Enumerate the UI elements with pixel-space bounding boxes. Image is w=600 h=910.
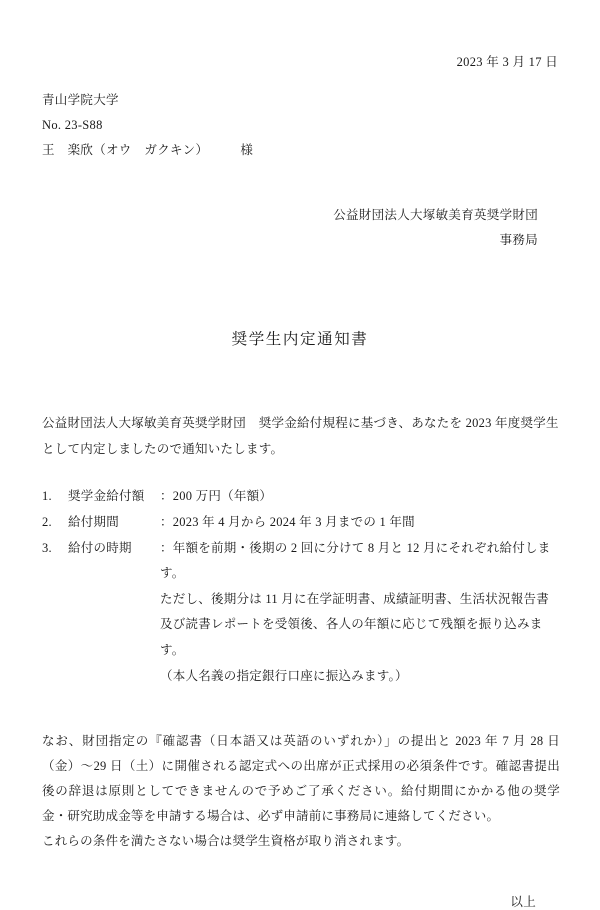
term-number: 1. [42,489,52,504]
term-value: ：200 万円（年額） [160,489,273,504]
notes-block [42,729,560,854]
terms-list [42,484,560,689]
list-item [42,510,560,536]
closing-text: 以上 [510,895,536,910]
note-paragraph: なお、財団指定の『確認書（日本語又は英語のいずれか）」の提出と 2023 年 7 月 28 日（金）～29 日（土）に開催される認定式への出席が正式採用の必須条件です。確認書提出後の辞退は原則としてできませんので予めご了承ください。給付期間にかかる他の奨学金・研究助成金等を申請する場合は、必ず申請前に事務局に連絡してください。 [42,734,560,824]
note-paragraph: これらの条件を満たさない場合は奨学生資格が取り消されます。 [42,834,410,849]
addressee-name: 王 楽欣（オウ ガクキン） 様 [42,143,254,157]
addressee-number: No. 23-S88 [42,118,103,132]
list-item [42,536,560,587]
term-label: 給付期間 [68,514,120,529]
term-continuation: ただし、後期分は 11 月に在学証明書、成績証明書、生活状況報告書及び読書レポートを受領後、各人の年額に応じて残額を振り込みます。 [160,591,550,657]
term-number: 3. [42,540,52,555]
sender-block [40,203,560,253]
sender-foundation: 公益財団法人大塚敏美育英奨学財団 [333,208,538,222]
term-value: ：2023 年 4 月から 2024 年 3 月までの 1 年間 [160,514,415,529]
page-title: 奨学生内定通知書 [231,331,369,348]
term-label: 奨学金給付額 [68,489,145,504]
intro-paragraph: 公益財団法人大塚敏美育英奨学財団 奨学金給付規程に基づき、あなたを 2023 年度奨学生として内定しましたので通知いたします。 [42,416,559,456]
term-continuation: （本人名義の指定銀行口座に振込みます。） [160,668,408,683]
term-number: 2. [42,514,52,529]
list-item [42,484,560,510]
document-date: 2023 年 3 月 17 日 [456,55,558,69]
addressee-organization: 青山学院大学 [42,93,119,107]
addressee-block [42,88,560,163]
term-label: 給付の時期 [68,540,132,555]
sender-office: 事務局 [499,233,538,247]
term-value: ：年額を前期・後期の 2 回に分けて 8 月と 12 月にそれぞれ給付します。 [160,540,551,581]
